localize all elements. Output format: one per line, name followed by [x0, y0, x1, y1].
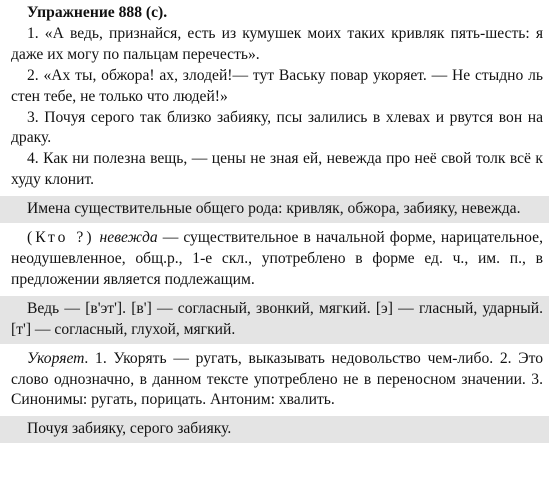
final-block: [0, 416, 549, 443]
morphology-word: невежда: [99, 229, 158, 247]
sentence-2: 2. «Ах ты, обжора! ах, злодей!— тут Ваську повар укоряет. — Не стыдно ль стен тебе, не только что людей!»: [11, 66, 543, 105]
lexical-block: [11, 349, 543, 412]
morphology-description: — существительное в начальной форме, нарицательное, неодушевленное, общ.р., 1-е скл., употреблено в форме ед. ч., им. п., в предложении является подлежащим.: [11, 229, 543, 288]
common-gender-block: [0, 196, 549, 223]
sentence-4: 4. Как ни полезна вещь, — цены не зная ей, невежда про неё свой толк всё к худу клонит.: [11, 150, 543, 189]
morphology-block: [11, 228, 543, 291]
final-text: Почуя забияку, серого забияку.: [27, 420, 232, 438]
exercise-title: Упражнение 888 (с).: [27, 4, 168, 21]
sentence-list: [11, 24, 543, 191]
lexical-text: [11, 349, 543, 412]
sentence-3: 3. Почуя серого так близко забияку, псы залились в хлевах и рвутся вон на драку.: [11, 108, 543, 147]
morphology-text: [11, 228, 543, 291]
phonetics-block: [0, 296, 549, 344]
lexical-word: Укоряет: [27, 349, 85, 367]
sentence-1: 1. «А ведь, признайся, есть из кумушек моих таких кривляк пять-шесть: я даже их могу по пальцам перечесть».: [11, 24, 543, 63]
common-gender-text: Имена существительные общего рода: кривляк, обжора, забияку, невежда.: [27, 200, 521, 218]
lexical-description: . 1. Укорять — ругать, выказывать недовольство чем-либо. 2. Это слово однозначно, в данном тексте употреблено не в переносном значении. 3. Синонимы: ругать, порицать. Антоним: хвалить.: [11, 349, 543, 409]
morphology-question: (Кто ?): [27, 229, 95, 247]
phonetics-text: Ведь — [в'эт']. [в'] — согласный, звонкий, мягкий. [э] — гласный, ударный. [т'] — согласный, глухой, мягкий.: [11, 299, 543, 338]
